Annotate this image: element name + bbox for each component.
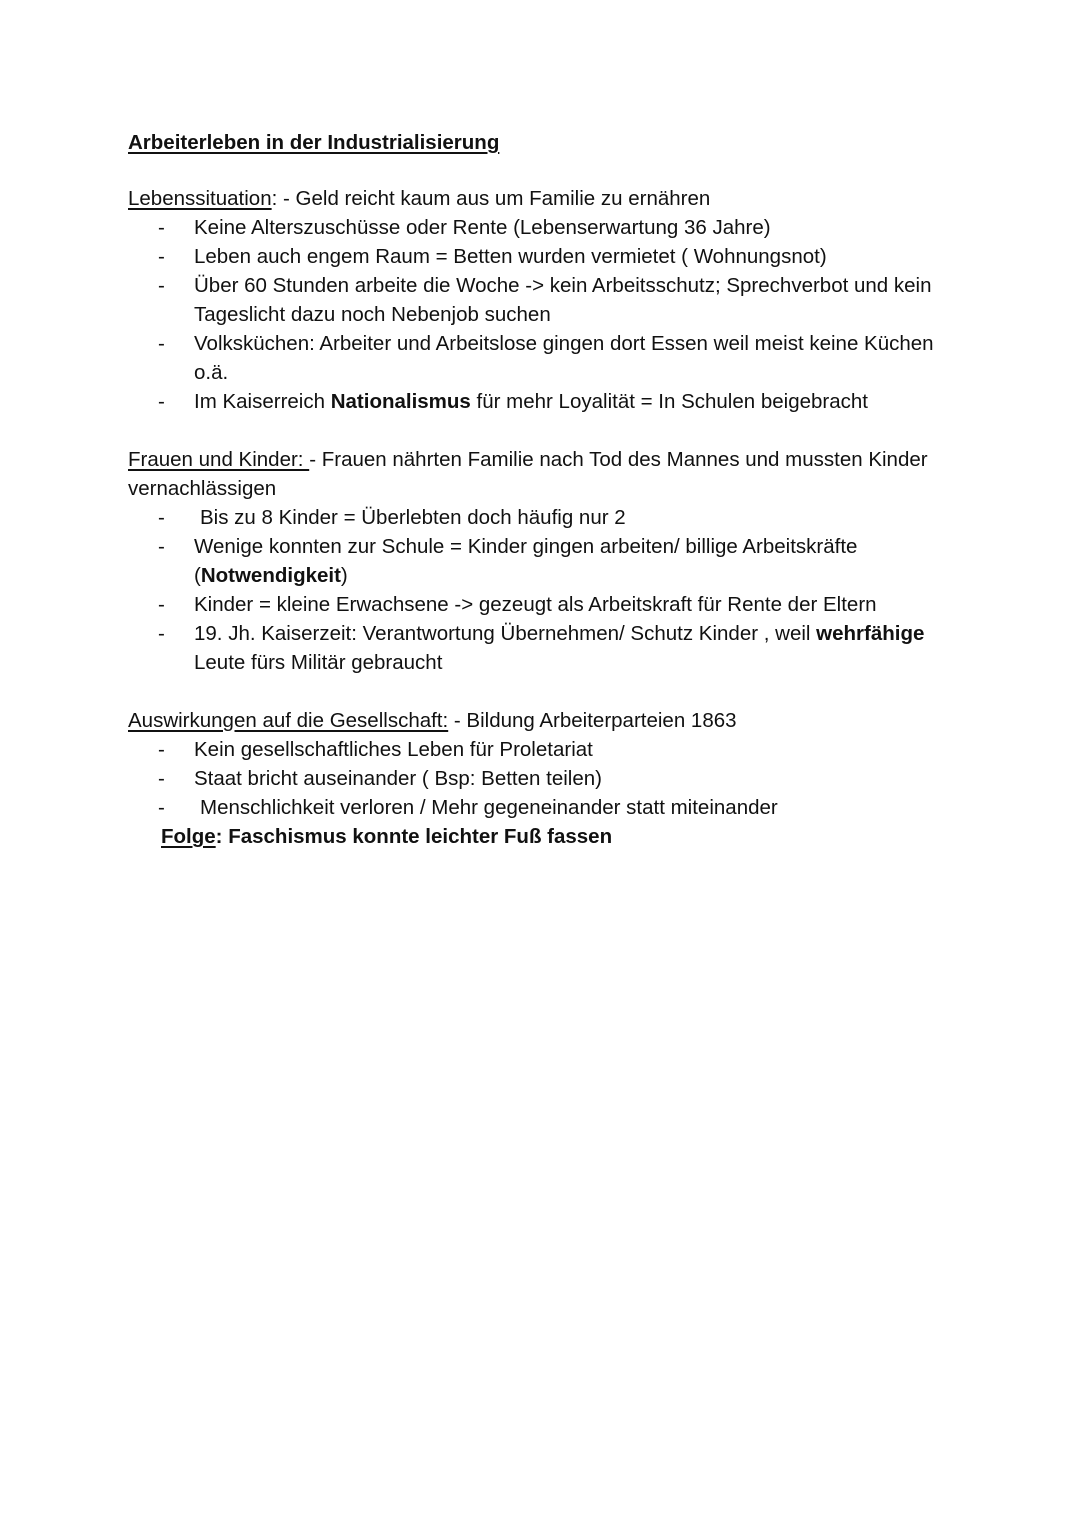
section-heading-text: - Bildung Arbeiterparteien 1863	[448, 709, 737, 732]
list-item: - Kein gesellschaftliches Leben für Proletariat	[128, 735, 958, 764]
list-item: - Volksküchen: Arbeiter und Arbeitslose gingen dort Essen weil meist keine Küchen o.ä.	[128, 329, 958, 387]
list-item: - Leben auch engem Raum = Betten wurden vermietet ( Wohnungsnot)	[128, 242, 958, 271]
list-item-text: für mehr Loyalität = In Schulen beigebracht	[470, 390, 868, 413]
list-item-text: Wenige konnten zur Schule = Kinder gingen arbeiten/ billige Arbeitskräfte (	[194, 535, 858, 587]
list-item: - Bis zu 8 Kinder = Überlebten doch häufig nur 2	[128, 503, 958, 532]
conclusion-line	[128, 822, 958, 851]
list-item	[128, 532, 958, 590]
bullet-list	[128, 735, 958, 822]
list-item-text: Im Kaiserreich	[194, 390, 331, 413]
conclusion-text: : Faschismus konnte leichter Fuß fassen	[215, 825, 613, 848]
bullet-list	[128, 503, 958, 677]
bold-term: wehrfähige	[816, 622, 925, 645]
list-item: - Menschlichkeit verloren / Mehr gegeneinander statt miteinander	[128, 793, 958, 822]
section-heading: Auswirkungen auf die Gesellschaft:	[128, 709, 449, 732]
section-heading-text: : - Geld reicht kaum aus um Familie zu ernähren	[271, 187, 711, 210]
list-item: - Kinder = kleine Erwachsene -> gezeugt als Arbeitskraft für Rente der Eltern	[128, 590, 958, 619]
bold-term: Nationalismus	[330, 390, 471, 413]
bold-term: Notwendigkeit	[200, 564, 341, 587]
document-title: Arbeiterleben in der Industrialisierung	[128, 131, 500, 154]
section-heading: Lebenssituation	[128, 187, 272, 210]
bullet-list	[128, 213, 958, 416]
section-heading: Frauen und Kinder:	[128, 448, 310, 471]
document-content	[128, 128, 958, 880]
conclusion-label: Folge	[161, 825, 216, 848]
section-heading-line	[128, 706, 958, 735]
list-item-text: 19. Jh. Kaiserzeit: Verantwortung Übernehmen/ Schutz Kinder , weil	[194, 622, 817, 645]
list-item: - Über 60 Stunden arbeite die Woche -> kein Arbeitsschutz; Sprechverbot und kein Tageslicht dazu noch Nebenjob suchen	[128, 271, 958, 329]
section-lebenssituation	[128, 184, 958, 416]
section-frauen-kinder	[128, 445, 958, 677]
section-auswirkungen	[128, 706, 958, 851]
section-heading-line	[128, 445, 958, 503]
section-heading-text: - Frauen nährten Familie nach Tod des Mannes und mussten Kinder vernachlässigen	[128, 448, 928, 500]
list-item-text: Leute fürs Militär gebraucht	[194, 651, 443, 674]
list-item: - Staat bricht auseinander ( Bsp: Betten teilen)	[128, 764, 958, 793]
list-item	[128, 619, 958, 677]
section-heading-line	[128, 184, 958, 213]
list-item-text: )	[340, 564, 348, 587]
list-item: - Keine Alterszuschüsse oder Rente (Lebenserwartung 36 Jahre)	[128, 213, 958, 242]
list-item	[128, 387, 958, 416]
